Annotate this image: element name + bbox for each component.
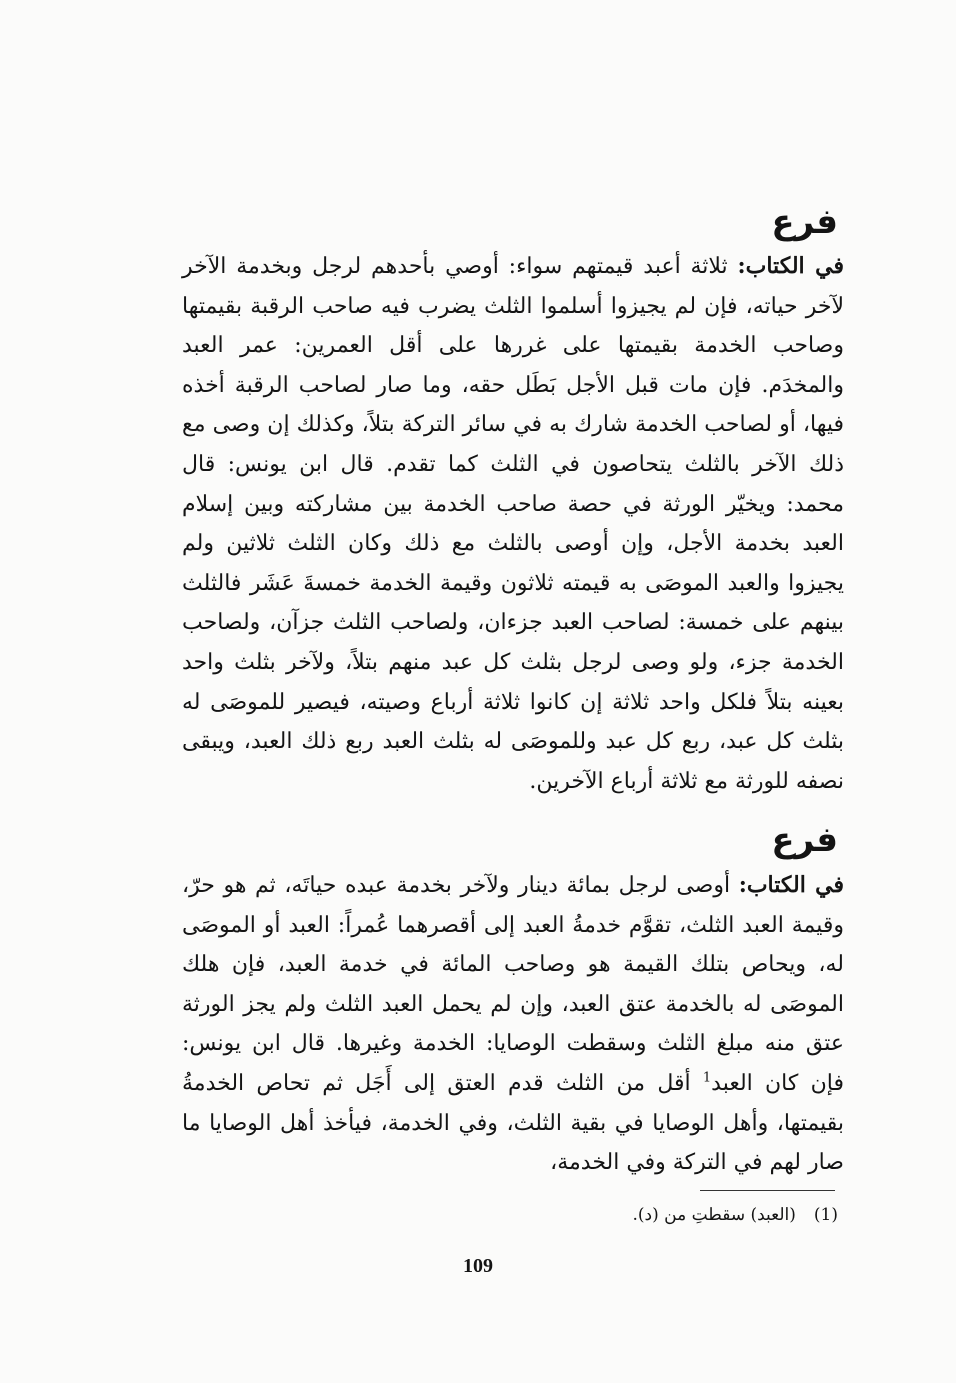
page-number: 109 [463,1255,493,1277]
footnote-number: (1) [813,1205,838,1225]
section-paragraph-2 [182,866,844,1183]
footnote [632,1202,838,1228]
section-body-2b: أقل من الثلث قدم العتق إلى أَجَل ثم تحاص الخدمةُ بقيمتها، وأهل الوصايا في بقية الثلث، وفي الخدمة، فيأخذ أهل الوصايا ما صار لهم في التركة وفي الخدمة، [182,1070,844,1176]
section-heading-1: فرع [771,202,838,242]
section-body-1: ثلاثة أعبد قيمتهم سواء: أوصي بأحدهم لرجل وبخدمة الآخر لآخر حياته، فإن لم يجيزوا أسلموا الثلث يضرب فيه صاحب الرقبة بقيمتها وصاحب الخدمة بقيمتها على غررها على أقل العمرين: عمر العبد والمخدَم. فإن مات قبل الأجل بَطَل حقه، وما صار لصاحب الرقبة أخذه فيها، أو لصاحب الخدمة شارك به في سائر التركة بتلاً، وكذلك إن وصى مع ذلك الآخر بالثلث يتحاصون في الثلث كما تقدم. قال ابن يونس: قال محمد: ويخيّر الورثة في حصة صاحب الخدمة بين مشاركته وبين إسلام العبد بخدمة الأجل، وإن أوصى بالثلث مع ذلك وكان الثلث ثلاثين ولم يجيزوا والعبد الموصَى به قيمته ثلاثون وقيمة الخدمة خمسةَ عَشَر فالثلث بينهم على خمسة: لصاحب العبد جزءان، ولصاحب الثلث جزآن، ولصاحب الخدمة جزء، ولو وصى لرجل بثلث كل عبد منهم بتلاً، ولآخر بثلث واحد بعينه بتلاً فلكل واحد ثلاثة إن كانوا ثلاثة أرباع وصيته، فيصير للموصَى له بثلث كل عبد، ربع كل عبد وللموصَى له بثلث العبد ربع ذلك العبد، ويبقى نصفه للورثة مع ثلاثة أرباع الآخرين. [182,254,845,794]
section-lead-2: في الكتاب: [738,872,844,898]
section-paragraph-1 [182,247,844,801]
section-lead-1: في الكتاب: [737,253,844,279]
footnote-text: (العبد) سقطتِ من (د). [632,1205,796,1225]
section-body-2a: أوصى لرجل بمائة دينار ولآخر بخدمة عبده حياتَه، ثم هو حرّ، وقيمة العبد الثلث، تقوَّم خدمةُ العبد إلى أقصرهما عُمراً: العبد أو الموصَى له، ويحاص بتلك القيمة هو وصاحب المائة في خدمة العبد، فإن هلك الموصَى له بالخدمة عتق العبد، وإن لم يحمل العبد الثلث ولم يجز الورثة عتق منه مبلغ الثلث وسقطت الوصايا: الخدمة وغيرها. قال ابن يونس: فإن كان العبد [182,873,844,1096]
footnote-divider [700,1190,835,1191]
section-heading-2: فرع [771,820,838,860]
footnote-reference: 1 [702,1070,712,1086]
